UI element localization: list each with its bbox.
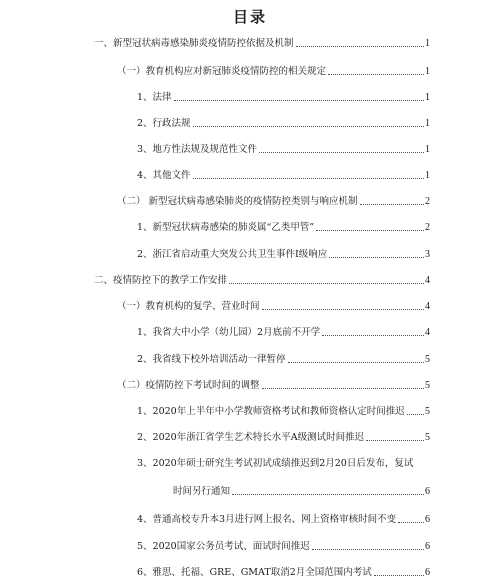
dot-leader xyxy=(360,204,424,205)
toc-page-number: 1 xyxy=(425,92,430,103)
toc-entry[interactable] xyxy=(117,192,430,208)
dot-leader xyxy=(193,178,424,179)
toc-entry[interactable] xyxy=(117,62,430,78)
toc-page-number: 1 xyxy=(425,118,430,129)
toc-entry-text: （二） 新型冠状病毒感染肺炎的疫情防控类别与响应机制 xyxy=(117,196,358,207)
toc-entry-text: 2、行政法规 xyxy=(137,118,191,129)
toc-entry[interactable] xyxy=(137,166,430,182)
toc-entry-text: 一、新型冠状病毒感染肺炎疫情防控依据及机制 xyxy=(94,38,294,49)
toc-entry-text-continued: 时间另行通知 xyxy=(173,486,231,497)
dot-leader xyxy=(174,100,424,101)
dot-leader xyxy=(229,283,424,284)
dot-leader xyxy=(366,440,424,441)
page-title: 目录 xyxy=(232,8,267,26)
dot-leader xyxy=(232,494,424,495)
toc-entry[interactable] xyxy=(137,510,430,526)
toc-page-number: 5 xyxy=(425,380,430,391)
toc-entry-text: 5、2020国家公务员考试、面试时间推迟 xyxy=(137,541,310,552)
dot-leader xyxy=(407,414,424,415)
toc-entry[interactable] xyxy=(137,218,430,234)
dot-leader xyxy=(259,152,424,153)
toc-entry-text: 2、浙江省启动重大突发公共卫生事件Ⅰ级响应 xyxy=(137,249,328,260)
toc-page-number: 3 xyxy=(425,249,430,260)
toc-entry[interactable] xyxy=(137,537,430,553)
toc-entry[interactable] xyxy=(137,140,430,156)
toc-entry[interactable] xyxy=(137,88,430,104)
dot-leader xyxy=(316,230,424,231)
toc-entry[interactable] xyxy=(137,245,430,261)
toc-entry[interactable] xyxy=(137,563,430,579)
toc-entry-text: 1、法律 xyxy=(137,92,172,103)
dot-leader xyxy=(288,362,424,363)
toc-page-number: 2 xyxy=(425,196,430,207)
toc-page-number: 5 xyxy=(425,406,430,417)
toc-page-number: 2 xyxy=(425,222,430,233)
toc-entry[interactable] xyxy=(137,402,430,418)
toc-entry-text: 6、雅思、托福、GRE、GMAT取消2月全国范围内考试 xyxy=(137,567,372,578)
toc-entry-text: 2、我省线下校外培训活动一律暂停 xyxy=(137,354,286,365)
dot-leader xyxy=(312,549,424,550)
toc-entry[interactable] xyxy=(137,428,430,444)
toc-entry-text: （二）疫情防控下考试时间的调整 xyxy=(117,380,260,391)
toc-page-number: 4 xyxy=(425,301,430,312)
dot-leader xyxy=(398,522,424,523)
toc-page-number: 6 xyxy=(425,514,430,525)
toc-page-number: 1 xyxy=(425,66,430,77)
dot-leader xyxy=(262,309,424,310)
toc-entry[interactable] xyxy=(137,323,430,339)
dot-leader xyxy=(329,257,424,258)
toc-entry[interactable] xyxy=(94,34,430,50)
toc-page-number: 6 xyxy=(425,541,430,552)
toc-entry[interactable] xyxy=(94,271,430,287)
dot-leader xyxy=(322,335,424,336)
toc-page-number: 4 xyxy=(425,327,430,338)
toc-entry-text: 2、2020年浙江省学生艺术特长水平A级测试时间推迟 xyxy=(137,432,365,443)
toc-entry-text: 1、新型冠状病毒感染的肺炎属“乙类甲管” xyxy=(137,222,315,233)
toc-page-number: 6 xyxy=(425,567,430,578)
dot-leader xyxy=(374,575,424,576)
toc-page-number: 4 xyxy=(425,275,430,286)
toc-page-number: 5 xyxy=(425,354,430,365)
toc-page-number: 1 xyxy=(425,38,430,49)
dot-leader xyxy=(328,74,424,75)
toc-entry[interactable] xyxy=(117,297,430,313)
toc-entry[interactable] xyxy=(117,376,430,392)
toc-page-number: 5 xyxy=(425,432,430,443)
toc-page-number: 6 xyxy=(425,486,430,497)
dot-leader xyxy=(193,126,424,127)
toc-entry-text: 4、其他文件 xyxy=(137,170,191,181)
toc-entry-text: 4、普通高校专升本3月进行网上报名、网上资格审核时间不变 xyxy=(137,514,397,525)
toc-entry-text: 1、2020年上半年中小学教师资格考试和教师资格认定时间推迟 xyxy=(137,406,405,417)
toc-entry-text[interactable]: 3、2020年硕士研究生考试初试成绩推迟到2月20日后发布，复试 xyxy=(137,458,414,469)
toc-entry[interactable] xyxy=(137,350,430,366)
toc-entry-text: 二、疫情防控下的教学工作安排 xyxy=(94,275,228,286)
toc-page-number: 1 xyxy=(425,144,430,155)
dot-leader xyxy=(262,388,424,389)
toc-entry-text: 3、地方性法规及规范性文件 xyxy=(137,144,258,155)
toc-entry[interactable] xyxy=(173,482,430,498)
toc-entry[interactable] xyxy=(137,114,430,130)
dot-leader xyxy=(296,46,424,47)
toc-page-number: 1 xyxy=(425,170,430,181)
toc-entry-text: （一）教育机构应对新冠肺炎疫情防控的相关规定 xyxy=(117,66,327,77)
toc-entry-text: （一）教育机构的复学、营业时间 xyxy=(117,301,260,312)
toc-entry-text: 1、我省大中小学（幼儿园）2月底前不开学 xyxy=(137,327,321,338)
